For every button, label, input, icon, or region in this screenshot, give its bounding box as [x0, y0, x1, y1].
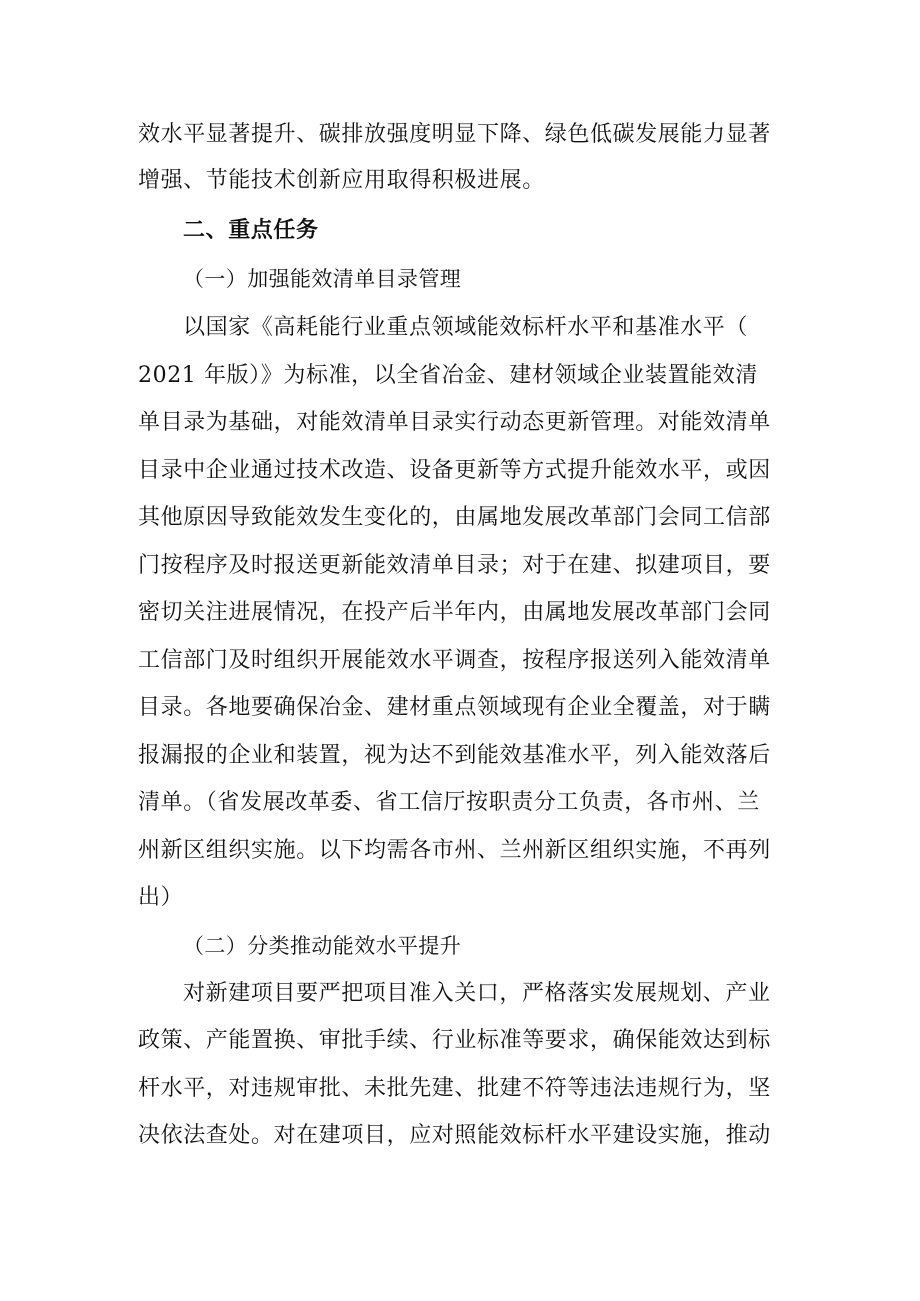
body-line-15: 出）	[138, 885, 184, 910]
body-line-5: 单目录为基础，对能效清单目录实行动态更新管理。对能效清单	[138, 410, 771, 435]
body-line-13: 清单。（省发展改革委、省工信厅按职责分工负责，各市州、兰	[138, 790, 760, 815]
body-line-7: 其他原因导致能效发生变化的，由属地发展改革部门会同工信部	[138, 505, 771, 530]
body-line-2: 增强、节能技术创新应用取得积极进展。	[138, 168, 545, 193]
body-line-18: 杆水平，对违规审批、未批先建、批建不符等违法违规行为，坚	[138, 1076, 771, 1101]
body-line-6: 目录中企业通过技术改造、设备更新等方式提升能效水平，或因	[138, 458, 771, 483]
body-line-19: 决依法查处。对在建项目，应对照能效标杆水平建设实施，推动	[138, 1123, 771, 1148]
body-line-16: 对新建项目要严把项目准入关口，严格落实发展规划、产业	[183, 981, 771, 1006]
body-line-14: 州新区组织实施。以下均需各市州、兰州新区组织实施，不再列	[138, 838, 771, 863]
body-line-1: 效水平显著提升、碳排放强度明显下降、绿色低碳发展能力显著	[138, 122, 771, 147]
body-line-3: 以国家《高耗能行业重点领域能效标杆水平和基准水平（	[183, 315, 749, 340]
section-heading-key-tasks: 二、重点任务	[183, 218, 319, 243]
body-line-10: 工信部门及时组织开展能效水平调查，按程序报送列入能效清单	[138, 648, 771, 673]
body-line-4: 2021 年版）》为标准，以全省冶金、建材领域企业装置能效清	[138, 363, 758, 388]
body-line-11: 目录。各地要确保冶金、建材重点领域现有企业全覆盖，对于瞒	[138, 695, 771, 720]
subsection-heading-2: （二）分类推动能效水平提升	[183, 934, 462, 958]
body-line-12: 报漏报的企业和装置，视为达不到能效基准水平，列入能效落后	[138, 743, 771, 768]
body-line-9: 密切关注进展情况，在投产后半年内，由属地发展改革部门会同	[138, 600, 771, 625]
body-line-17: 政策、产能置换、审批手续、行业标准等要求，确保能效达到标	[138, 1028, 771, 1053]
subsection-heading-1: （一）加强能效清单目录管理	[183, 267, 462, 291]
body-line-8: 门按程序及时报送更新能效清单目录；对于在建、拟建项目，要	[138, 553, 771, 578]
